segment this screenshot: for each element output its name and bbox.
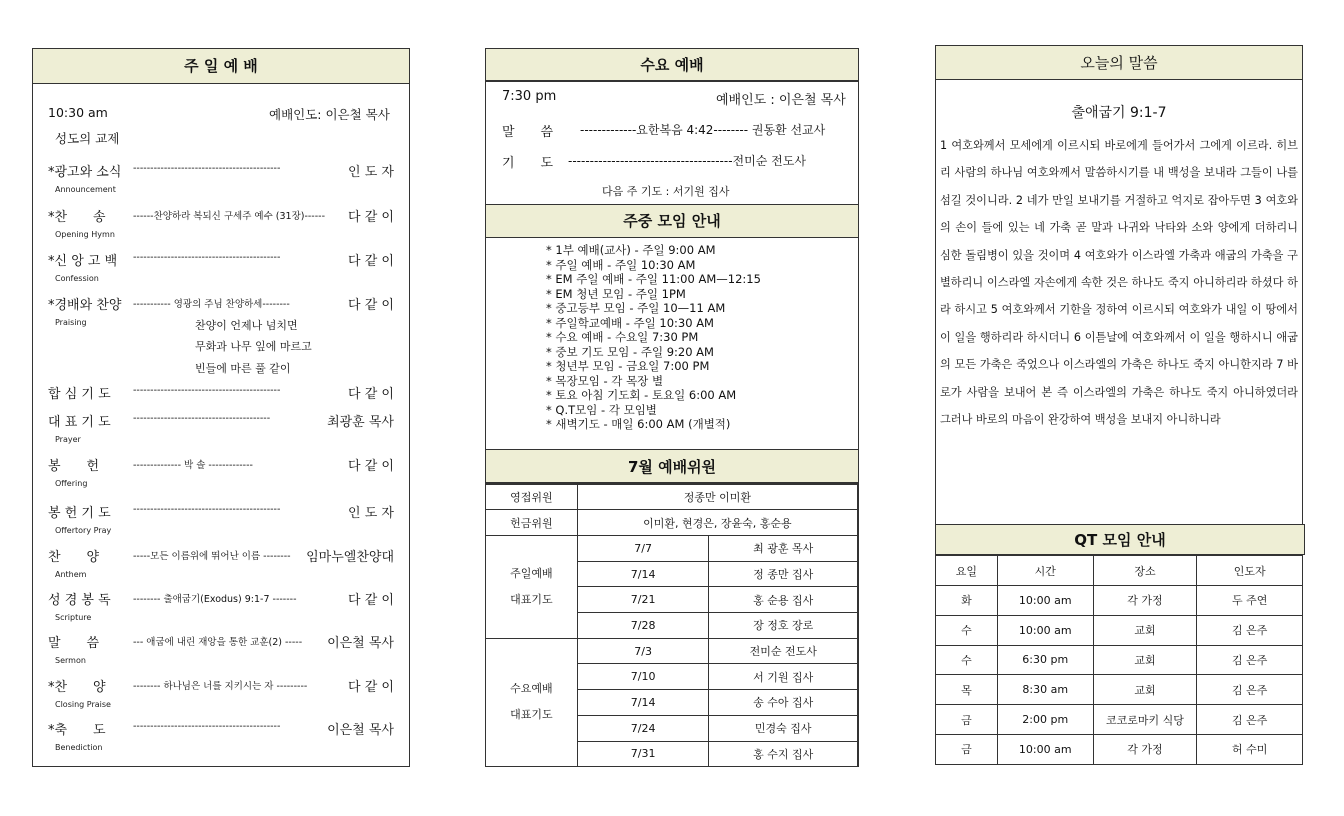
scripture-text: 1 여호와께서 모세에게 이르시되 바로에게 들어가서 그에게 이르라. 히브리 사람의 하나님 여호와께서 말씀하시기를 내 백성을 보내라 그들이 나를 섬길 것이니라. 2 네가 만일 보내기를 거절하고 억지로 잡아두면 3 여호와의 손이 들에 있는 네 가축 곧 말과 나귀와 낙타와 소와 양에게 더하리니 심한 돌림병이 있을 것이며 4 여호와가 이스라엘 가축과 애굽의 가축을 구별하리니 이스라엘 자손에게 속한 것은 하나도 죽지 아니하리라 하셨다 하라 하시고 5 여호와께서 기한을 정하여 이르시되 여호와가 내일 이 땅에서 이 일을 행하리라 하시더니 6 이튿날에 여호와께서 이 일을 행하시니 애굽의 모든 가축은 죽었으나 이스라엘의 가축은 하나도 죽지 아니한지라 7 바로가 사람을 보내어 본 즉 이스라엘의 가축은 하나도 죽지 아니하였더라 그러나 바로의 마음이 완강하여 백성을 보내지 아니하니라 [940, 139, 1298, 427]
weekly-event: * 1부 예배(교사) - 주일 9:00 AM [546, 243, 716, 257]
prayer-label: 기 도 [502, 156, 554, 171]
table-row [936, 645, 1303, 675]
service-item-detail: ------찬양하라 복되신 구세주 예수 (31장)------ [133, 211, 326, 222]
service-item-label: *찬 송 [48, 210, 106, 225]
service-item-leader: 다 같 이 [348, 298, 394, 313]
service-item-english: Closing Praise [55, 700, 111, 709]
qt-cell: 10:00 am [997, 586, 1093, 616]
praise-line: 찬양이 언제나 넘치면 [195, 319, 298, 332]
qt-cell: 화 [936, 586, 998, 616]
schedule-date: 7/14 [577, 561, 709, 587]
qt-header-cell: 인도자 [1197, 556, 1303, 586]
weekly-event: * 토요 아침 기도회 - 토요일 6:00 AM [546, 388, 737, 402]
service-item-leader: 다 같 이 [348, 210, 394, 225]
service-item-detail: ---------------------------------------- [133, 413, 271, 424]
qt-cell: 허 수미 [1197, 734, 1303, 764]
service-item-detail: ------------------------------------------- [133, 252, 281, 263]
sunday-service-panel [32, 48, 410, 767]
table-row [936, 615, 1303, 645]
schedule-date: 7/24 [577, 715, 709, 741]
service-item-detail: -------------- 박 솔 ------------- [133, 460, 253, 471]
service-item-english: Offertory Pray [55, 526, 112, 535]
weekly-event: * 중보 기도 모임 - 주일 9:20 AM [546, 344, 714, 359]
service-item-english: Sermon [55, 656, 86, 665]
qt-cell: 김 은주 [1197, 705, 1303, 735]
weekly-event: * 목장모임 - 각 목장 별 [546, 373, 664, 388]
service-item-detail: -----모든 이름위에 뛰어난 이름 -------- [133, 551, 291, 562]
service-item-leader: 인 도 자 [348, 506, 394, 521]
qt-cell: 각 가정 [1093, 734, 1197, 764]
service-item-english: Benediction [55, 743, 103, 752]
service-item-label: *축 도 [48, 723, 106, 738]
table-row [486, 536, 858, 562]
service-item-english: Offering [55, 479, 88, 488]
qt-meetings-title: QT 모임 안내 [935, 524, 1305, 555]
qt-cell: 6:30 pm [997, 645, 1093, 675]
service-item-label: 말 씀 [48, 636, 100, 651]
service-item-detail: ------------------------------------------- [133, 163, 281, 174]
service-item-detail: ------------------------------------------- [133, 504, 281, 515]
weekly-events-list [546, 243, 761, 432]
service-item-leader: 이은철 목사 [327, 723, 394, 738]
offering-label: 헌금위원 [486, 510, 578, 536]
service-item-english: Confession [55, 274, 99, 283]
weekly-event: * 주일학교예배 - 주일 10:30 AM [546, 315, 714, 330]
sunday-leader: 예배인도: 이은철 목사 [269, 107, 390, 122]
july-committee-table [485, 484, 858, 767]
next-prayer: 다음 주 기도 : 서기원 집사 [602, 185, 730, 198]
service-item-detail: -------- 출애굽기(Exodus) 9:1-7 ------- [133, 594, 297, 605]
service-item-detail: -------- 하나님은 너를 지키시는 자 --------- [133, 681, 308, 692]
schedule-person: 전미순 전도사 [709, 638, 858, 664]
group-label-line: 대표기도 [510, 592, 553, 606]
reception-label: 영접위원 [486, 485, 578, 510]
schedule-person: 홍 수지 집사 [709, 741, 858, 767]
qt-cell: 교회 [1093, 675, 1197, 705]
scripture-reference: 출애굽기 9:1-7 [1071, 105, 1167, 121]
service-item-english: Praising [55, 318, 87, 327]
schedule-date: 7/28 [577, 613, 709, 639]
qt-cell: 2:00 pm [997, 705, 1093, 735]
weekly-event: * Q.T모임 - 각 모임별 [546, 402, 657, 417]
schedule-date: 7/21 [577, 587, 709, 613]
weekly-meetings-panel [485, 204, 859, 450]
july-committee-title: 7월 예배위원 [486, 450, 858, 484]
service-item-label: 봉 헌 [48, 459, 100, 474]
prayer-detail: --------------------------------------전미순 전도사 [568, 154, 806, 168]
service-item-leader: 이은철 목사 [327, 636, 394, 651]
service-item-label: 찬 양 [48, 550, 100, 565]
fellowship-label: 성도의 교제 [55, 131, 120, 146]
todays-word-title: 오늘의 말씀 [936, 46, 1302, 80]
weekly-event: * 수요 예배 - 수요일 7:30 PM [546, 330, 699, 344]
group-label [486, 536, 578, 639]
service-item-label: 성 경 봉 독 [48, 593, 111, 608]
qt-cell: 두 주연 [1197, 586, 1303, 616]
qt-header-cell: 시간 [997, 556, 1093, 586]
wednesday-service-panel [485, 48, 859, 205]
qt-meetings-panel [935, 524, 1303, 765]
service-item-label: *찬 양 [48, 680, 106, 695]
schedule-person: 서 기원 집사 [709, 664, 858, 690]
service-item-leader: 다 같 이 [348, 387, 394, 402]
service-item-english: Opening Hymn [55, 230, 115, 239]
july-committee-panel [485, 449, 859, 767]
schedule-date: 7/3 [577, 638, 709, 664]
qt-header-cell: 장소 [1093, 556, 1197, 586]
service-item-label: *신 앙 고 백 [48, 254, 118, 269]
table-row [936, 586, 1303, 616]
qt-cell: 김 은주 [1197, 675, 1303, 705]
service-item-leader: 다 같 이 [348, 593, 394, 608]
group-label-line: 대표기도 [510, 708, 553, 722]
schedule-date: 7/7 [577, 536, 709, 562]
qt-cell: 8:30 am [997, 675, 1093, 705]
qt-header-row [936, 556, 1303, 586]
sermon-detail: -------------요한복음 4:42-------- 권동환 선교사 [580, 123, 826, 137]
wednesday-time: 7:30 pm [502, 89, 557, 104]
sunday-service-title: 주 일 예 배 [33, 49, 409, 84]
qt-cell: 수 [936, 645, 998, 675]
sermon-label: 말 씀 [502, 125, 554, 140]
schedule-person: 최 광훈 목사 [709, 536, 858, 562]
qt-cell: 코코로마키 식당 [1093, 705, 1197, 735]
service-item-detail: ----------- 영광의 주님 찬양하세-------- [133, 299, 290, 310]
weekly-event: * EM 청년 모임 - 주일 1PM [546, 286, 686, 301]
qt-cell: 김 은주 [1197, 615, 1303, 645]
qt-cell: 각 가정 [1093, 586, 1197, 616]
schedule-person: 송 수아 집사 [709, 690, 858, 716]
weekly-event: * 주일 예배 - 주일 10:30 AM [546, 257, 696, 272]
group-label-line: 수요예배 [510, 682, 553, 696]
table-row [936, 734, 1303, 764]
qt-cell: 10:00 am [997, 615, 1093, 645]
qt-cell: 교회 [1093, 645, 1197, 675]
service-item-english: Anthem [55, 570, 87, 579]
group-label-line: 주일예배 [510, 566, 553, 580]
service-item-english: Prayer [55, 435, 81, 444]
table-row [936, 705, 1303, 735]
sunday-time: 10:30 am [48, 105, 108, 120]
weekly-event: * 새벽기도 - 매일 6:00 AM (개별적) [546, 417, 731, 431]
table-row [486, 638, 858, 664]
qt-cell: 교회 [1093, 615, 1197, 645]
qt-header-cell: 요일 [936, 556, 998, 586]
schedule-person: 장 정호 장로 [709, 613, 858, 639]
service-item-english: Announcement [55, 185, 116, 194]
schedule-date: 7/10 [577, 664, 709, 690]
wednesday-service-title: 수요 예배 [486, 49, 858, 82]
service-item-detail: --- 애굽에 내린 재앙을 통한 교훈(2) ----- [133, 637, 303, 648]
schedule-person: 민경숙 집사 [709, 715, 858, 741]
praise-line: 빈들에 마른 풀 같이 [195, 362, 291, 375]
qt-cell: 수 [936, 615, 998, 645]
qt-cell: 금 [936, 705, 998, 735]
schedule-date: 7/14 [577, 690, 709, 716]
reception-names: 정종만 이미환 [577, 485, 857, 510]
group-label [486, 638, 578, 766]
service-item-leader: 인 도 자 [348, 165, 394, 180]
weekly-event: * 청년부 모임 - 금요일 7:00 PM [546, 359, 710, 373]
service-item-label: *광고와 소식 [48, 165, 122, 180]
schedule-date: 7/31 [577, 741, 709, 767]
qt-cell: 금 [936, 734, 998, 764]
table-row [936, 675, 1303, 705]
weekly-meetings-title: 주중 모임 안내 [486, 205, 858, 238]
service-item-leader: 다 같 이 [348, 254, 394, 269]
service-item-label: 봉 헌 기 도 [48, 506, 111, 521]
service-item-detail: ------------------------------------------- [133, 721, 281, 732]
schedule-person: 홍 순용 집사 [709, 587, 858, 613]
service-item-label: 합 심 기 도 [48, 387, 111, 402]
service-item-detail: ------------------------------------------- [133, 385, 281, 396]
schedule-person: 정 종만 집사 [709, 561, 858, 587]
qt-table [935, 555, 1303, 765]
offering-names: 이미환, 현경은, 장윤숙, 홍순용 [577, 510, 857, 536]
service-item-leader: 임마누엘찬양대 [306, 550, 394, 565]
wednesday-leader: 예배인도 : 이은철 목사 [716, 93, 846, 108]
service-item-label: 대 표 기 도 [48, 415, 111, 430]
praise-line: 무화과 나무 잎에 마르고 [195, 340, 312, 353]
service-item-leader: 다 같 이 [348, 680, 394, 695]
service-item-leader: 최광훈 목사 [327, 415, 394, 430]
service-item-english: Scripture [55, 613, 92, 622]
qt-cell: 10:00 am [997, 734, 1093, 764]
qt-cell: 목 [936, 675, 998, 705]
weekly-event: * 중고등부 모임 - 주일 10—11 AM [546, 301, 726, 315]
service-item-label: *경배와 찬양 [48, 298, 122, 313]
qt-cell: 김 은주 [1197, 645, 1303, 675]
service-item-leader: 다 같 이 [348, 459, 394, 474]
todays-word-panel [935, 45, 1303, 525]
weekly-event: * EM 주일 예배 - 주일 11:00 AM—12:15 [546, 272, 761, 286]
